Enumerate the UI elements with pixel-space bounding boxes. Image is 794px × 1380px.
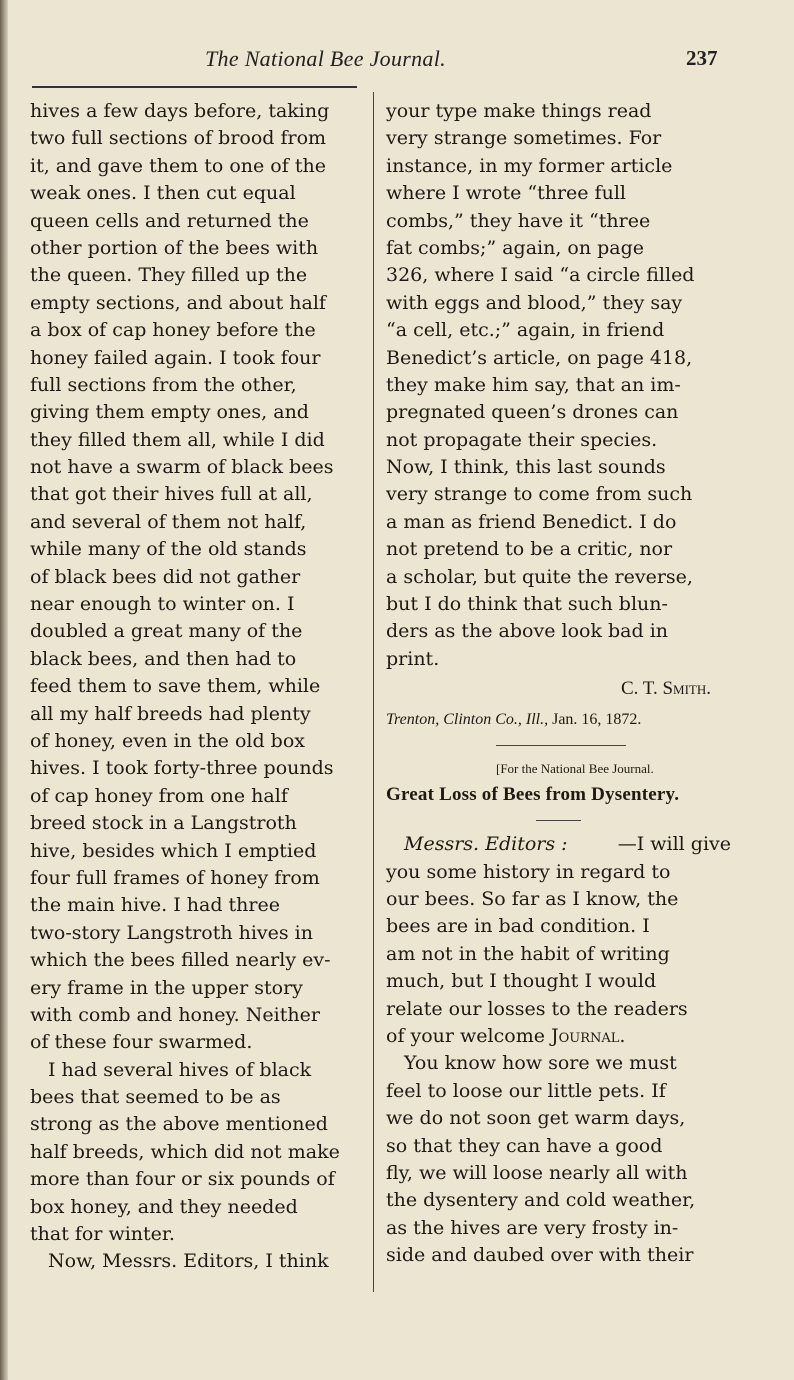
line-text: a box of cap honey before the [30, 319, 316, 342]
line-text: relate our losses to the readers [386, 997, 688, 1020]
article-journal-line [386, 1023, 731, 1050]
text-line [30, 865, 360, 892]
text-line [30, 208, 360, 235]
text-line [386, 536, 731, 563]
line-text: which the bees filled nearly ev- [30, 949, 331, 972]
line-text: it, and gave them to one of the [30, 154, 326, 177]
line-text: your type make things read [386, 100, 652, 122]
first-line-rest: —I will give [617, 833, 731, 856]
line-text: you some history in regard to [386, 860, 671, 883]
text-line [30, 1194, 360, 1221]
text-line [386, 996, 731, 1023]
text-line [30, 646, 360, 673]
text-line [386, 454, 731, 481]
text-line [30, 728, 360, 755]
line-text: Now, Messrs. Editors, I think [48, 1250, 329, 1273]
line-text: ders as the above look bad in [386, 620, 669, 643]
line-text: hives. I took forty-three pounds [30, 757, 334, 780]
text-line [30, 262, 360, 289]
line-text: where I wrote “three full [386, 182, 626, 205]
text-line [386, 262, 731, 289]
running-title: The National Bee Journal. [205, 46, 446, 71]
text-line [386, 1215, 731, 1242]
line-text: feed them to save them, while [30, 675, 321, 698]
line-text: all my half breeds had plenty [30, 702, 311, 725]
text-line [30, 701, 360, 728]
line-text: strong as the above mentioned [30, 1113, 328, 1136]
line-text: very strange to come from such [386, 483, 693, 506]
line-text: not have a swarm of black bees [30, 456, 334, 479]
text-line [30, 1029, 360, 1056]
text-line [30, 892, 360, 919]
line-text: giving them empty ones, and [30, 401, 309, 424]
dateline-date: Jan. 16, 1872. [552, 711, 642, 729]
right-column [386, 98, 731, 1269]
dateline-place: Trenton, Clinton Co., Ill., [386, 711, 549, 729]
text-line [30, 1111, 360, 1138]
line-text: more than four or six pounds of [30, 1168, 335, 1191]
line-text: 326, where I said “a circle filled [386, 264, 695, 287]
text-line [386, 941, 731, 968]
signature-line [386, 673, 731, 705]
line-text: of these four swarmed. [30, 1031, 253, 1054]
line-text: of honey, even in the old box [30, 729, 305, 752]
line-text: four full frames of honey from [30, 866, 320, 889]
line-text: two full sections of brood from [30, 127, 327, 150]
line-text: black bees, and then had to [30, 647, 297, 670]
header-rule [32, 86, 357, 88]
line-text: instance, in my former article [386, 154, 673, 177]
salutation: Messrs. Editors : [404, 833, 568, 856]
line-text: feel to loose our little pets. If [386, 1079, 666, 1102]
line-text: I had several hives of black [48, 1058, 312, 1081]
line-text: the queen. They filled up the [30, 264, 308, 287]
text-line [386, 125, 731, 152]
line-text: a man as friend Benedict. I do [386, 510, 677, 533]
text-line [386, 427, 731, 454]
text-line [386, 208, 731, 235]
line-text: full sections from the other, [30, 373, 297, 396]
text-line [386, 1133, 731, 1160]
page-number: 237 [686, 46, 718, 70]
line-text: not propagate their species. [386, 428, 658, 451]
line-text: our bees. So far as I know, the [386, 887, 679, 910]
text-line [386, 968, 731, 995]
text-line [30, 317, 360, 344]
text-line [30, 481, 360, 508]
text-line [30, 1084, 360, 1111]
line-text: am not in the habit of writing [386, 942, 670, 965]
article-first-line [386, 831, 731, 858]
text-line [30, 372, 360, 399]
line-text: the main hive. I had three [30, 894, 280, 917]
line-text: honey failed again. I took four [30, 346, 321, 369]
text-line [30, 975, 360, 1002]
line-text: Benedict’s article, on page 418, [386, 346, 693, 369]
text-line [30, 125, 360, 152]
journal-line-prefix: of your welcome [386, 1024, 552, 1047]
text-line [386, 564, 731, 591]
line-text: they make him say, that an im- [386, 373, 681, 396]
text-line [386, 1242, 731, 1269]
text-line [386, 481, 731, 508]
line-text: breed stock in a Langstroth [30, 812, 297, 835]
line-text: empty sections, and about half [30, 291, 326, 314]
text-line [30, 618, 360, 645]
text-line [30, 454, 360, 481]
line-text: combs,” they have it “three [386, 209, 651, 232]
text-line [30, 783, 360, 810]
text-line [386, 180, 731, 207]
text-line [30, 1057, 360, 1084]
text-line [30, 591, 360, 618]
text-line [386, 345, 731, 372]
text-line [386, 98, 731, 125]
text-line [30, 180, 360, 207]
text-line [386, 591, 731, 618]
section-separator [386, 735, 731, 757]
line-text: and several of them not half, [30, 510, 307, 533]
text-line [30, 947, 360, 974]
text-line [30, 1221, 360, 1248]
line-text: pregnated queen’s drones can [386, 401, 679, 424]
line-text: of black bees did not gather [30, 565, 301, 588]
text-line [30, 838, 360, 865]
line-text: with eggs and blood,” they say [386, 291, 683, 314]
line-text: hive, besides which I emptied [30, 839, 317, 862]
text-line [30, 153, 360, 180]
line-text: while many of the old stands [30, 538, 307, 561]
article-body [386, 859, 731, 1023]
text-line [386, 290, 731, 317]
binding-edge [0, 0, 8, 1380]
text-line [386, 913, 731, 940]
text-line [386, 372, 731, 399]
line-text: with comb and honey. Neither [30, 1003, 320, 1026]
line-text: they filled them all, while I did [30, 428, 325, 451]
line-text: bees are in bad condition. I [386, 915, 650, 938]
line-text: of cap honey from one half [30, 784, 288, 807]
text-line [30, 920, 360, 947]
line-text: hives a few days before, taking [30, 100, 330, 122]
text-line [30, 810, 360, 837]
line-text: doubled a great many of the [30, 620, 303, 643]
article-heading: Great Loss of Bees from Dysentery. [386, 784, 680, 806]
line-text: weak ones. I then cut equal [30, 182, 296, 205]
line-text: two-story Langstroth hives in [30, 921, 313, 944]
text-line [386, 1187, 731, 1214]
line-text: You know how sore we must [404, 1052, 677, 1075]
signature: C. T. Smith. [620, 678, 711, 700]
line-text: bees that seemed to be as [30, 1086, 281, 1109]
line-text: fly, we will loose nearly all with [386, 1161, 688, 1184]
line-text: print. [386, 647, 440, 670]
text-line [386, 859, 731, 886]
text-line [30, 755, 360, 782]
line-text: the dysentery and cold weather, [386, 1189, 696, 1212]
dateline [386, 705, 731, 735]
text-line [386, 509, 731, 536]
text-line [30, 399, 360, 426]
line-text: but I do think that such blun- [386, 593, 668, 616]
heading-rule [386, 809, 731, 831]
line-text: much, but I thought I would [386, 970, 657, 993]
line-text: side and daubed over with their [386, 1244, 694, 1267]
left-column [30, 98, 360, 1276]
article-paragraph-2 [386, 1050, 731, 1269]
text-line [30, 536, 360, 563]
text-line [386, 1050, 731, 1077]
text-line [30, 427, 360, 454]
line-text: box honey, and they needed [30, 1195, 298, 1218]
line-text: half breeds, which did not make [30, 1140, 340, 1163]
text-line [386, 1078, 731, 1105]
line-text: Now, I think, this last sounds [386, 456, 666, 479]
text-line [30, 235, 360, 262]
text-line [30, 673, 360, 700]
line-text: we do not soon get warm days, [386, 1107, 686, 1130]
line-text: that got their hives full at all, [30, 483, 313, 506]
text-line [386, 618, 731, 645]
text-line [386, 317, 731, 344]
text-line [30, 345, 360, 372]
line-text: that for winter. [30, 1223, 175, 1246]
text-line [30, 1166, 360, 1193]
text-line [30, 1248, 360, 1275]
text-line [386, 399, 731, 426]
line-text: other portion of the bees with [30, 236, 319, 259]
letter-continuation [386, 98, 731, 673]
line-text: not pretend to be a critic, nor [386, 538, 673, 561]
text-line [386, 153, 731, 180]
text-line [386, 235, 731, 262]
source-note: [For the National Bee Journal. [496, 761, 654, 777]
text-line [30, 509, 360, 536]
text-line [386, 1160, 731, 1187]
line-text: ery frame in the upper story [30, 976, 303, 999]
text-line [30, 98, 360, 125]
line-text: fat combs;” again, on page [386, 236, 645, 259]
text-line [386, 1105, 731, 1132]
text-line [386, 646, 731, 673]
line-text: very strange sometimes. For [386, 127, 662, 150]
text-line [30, 564, 360, 591]
text-line [30, 290, 360, 317]
line-text: as the hives are very frosty in- [386, 1216, 679, 1239]
text-line [30, 1139, 360, 1166]
column-divider [373, 92, 374, 1292]
line-text: a scholar, but quite the reverse, [386, 565, 693, 588]
line-text: “a cell, etc.;” again, in friend [386, 319, 665, 342]
line-text: so that they can have a good [386, 1134, 663, 1157]
text-line [386, 886, 731, 913]
text-line [30, 1002, 360, 1029]
journal-word: Journal. [551, 1024, 626, 1047]
line-text: queen cells and returned the [30, 209, 309, 232]
line-text: near enough to winter on. I [30, 593, 295, 616]
